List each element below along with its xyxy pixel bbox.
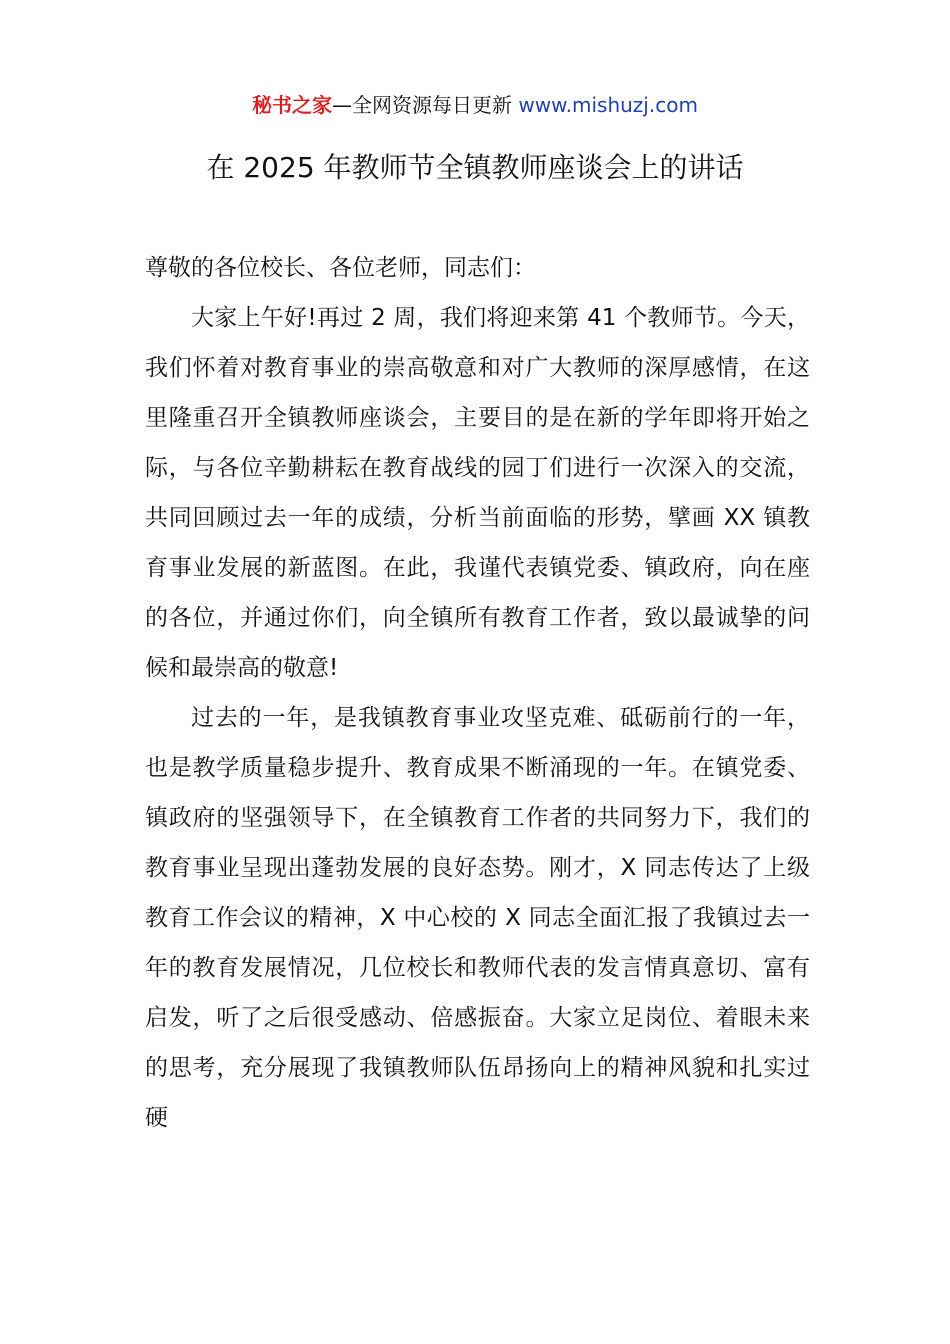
site-tagline: —全网资源每日更新 <box>332 93 519 117</box>
paragraph: 过去的一年，是我镇教育事业攻坚克难、砥砺前行的一年，也是教学质量稳步提升、教育成果不断涌现的一年。在镇党委、镇政府的坚强领导下，在全镇教育工作者的共同努力下，我们的教育事业呈现出蓬勃发展的良好态势。刚才，X 同志传达了上级教育工作会议的精神，X 中心校的 X 同志全面汇报了我镇过去一年的教育发展情况，几位校长和教师代表的发言情真意切、富有启发，听了之后很受感动、倍感振奋。大家立足岗位、着眼未来的思考，充分展现了我镇教师队伍昂扬向上的精神风貌和扎实过硬 <box>145 705 810 1131</box>
site-brand: 秘书之家 <box>252 93 333 117</box>
paragraph: 大家上午好!再过 2 周，我们将迎来第 41 个教师节。今天，我们怀着对教育事业的崇高敬意和对广大教师的深厚感情，在这里隆重召开全镇教师座谈会，主要目的是在新的学年即将开始之际，与各位辛勤耕耘在教育战线的园丁们进行一次深入的交流，共同回顾过去一年的成绩，分析当前面临的形势，擘画 XX 镇教育事业发展的新蓝图。在此，我谨代表镇党委、镇政府，向在座的各位，并通过你们，向全镇所有教育工作者，致以最诚挚的问候和最崇高的敬意! <box>145 305 810 681</box>
site-header <box>0 90 950 120</box>
salutation: 尊敬的各位校长、各位老师，同志们： <box>145 255 536 281</box>
document-title: 在 2025 年教师节全镇教师座谈会上的讲话 <box>206 151 744 184</box>
document-body <box>145 243 810 1143</box>
site-url-link[interactable]: www.mishuzj.com <box>518 93 698 117</box>
